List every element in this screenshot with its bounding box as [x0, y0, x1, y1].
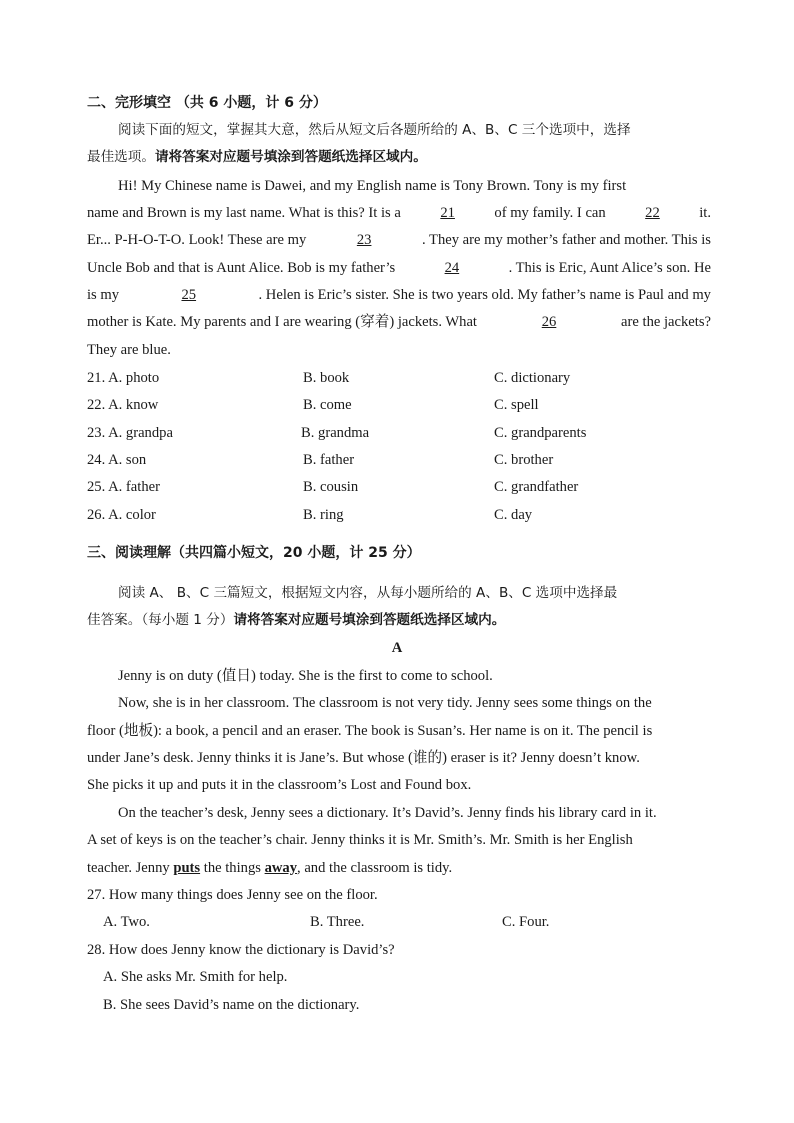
passage-line-2: [87, 204, 711, 222]
section-3-instructions-line-1: 阅读 A、 B、C 三篇短文，根据短文内容，从每小题所给的 A、B、C 选项中选择最: [118, 585, 618, 601]
blank-26: 26: [541, 314, 557, 330]
passage-a-line-2: [118, 694, 711, 712]
instruction-text: 佳答案。（每小题 1 分）: [87, 612, 234, 628]
option-21-b: B. book: [303, 370, 350, 386]
option-21-a: 21. A. photo: [87, 370, 160, 386]
section-2-instructions-line-1: 阅读下面的短文，掌握其大意，然后从短文后各题所给的 A、B、C 三个选项中，选择: [118, 122, 631, 138]
option-23-c: C. grandparents: [494, 425, 587, 441]
passage-text: name and Brown is my last name. What is this? It is a: [87, 205, 401, 221]
section-2-title: 二、完形填空 （共 6 小题，计 6 分）: [87, 95, 327, 111]
question-27: 27. How many things does Jenny see on the floor.: [87, 887, 378, 903]
passage-line-5: [87, 286, 711, 304]
passage-text: it.: [699, 205, 711, 221]
question-27-option-b: B. Three.: [310, 914, 365, 930]
blank-22: 22: [645, 205, 660, 221]
option-24-a: 24. A. son: [87, 452, 147, 468]
blank-23: 23: [356, 232, 372, 248]
option-23-b: B. grandma: [301, 425, 370, 441]
question-28-option-a: A. She asks Mr. Smith for help.: [103, 969, 288, 985]
passage-text: Uncle Bob and that is Aunt Alice. Bob is my father’s: [87, 260, 396, 276]
passage-text: are the jackets?: [621, 314, 711, 330]
passage-text: floor (地板): a book, a pencil and an eraser. The book is Susan’s. Her name is on it. The pencil is: [87, 723, 653, 739]
question-28: 28. How does Jenny know the dictionary is David’s?: [87, 942, 395, 958]
option-26-b: B. ring: [303, 507, 344, 523]
passage-text: A set of keys is on the teacher’s chair. Jenny thinks it is Mr. Smith’s. Mr. Smith is her English: [87, 832, 633, 848]
blank-24: 24: [444, 260, 460, 276]
passage-text: , and the classroom is tidy.: [297, 860, 453, 876]
question-27-option-c: C. Four.: [502, 914, 550, 930]
option-22-a: 22. A. know: [87, 397, 159, 413]
underlined-word-away: away: [264, 860, 298, 876]
passage-text: mother is Kate. My parents and I are wearing (穿着) jackets. What: [87, 314, 477, 330]
passage-text: under Jane’s desk. Jenny thinks it is Jane’s. But whose (谁的) eraser is it? Jenny doesn’t know.: [87, 750, 640, 766]
passage-a-line-8: [87, 859, 452, 877]
passage-a-line-5: She picks it up and puts it in the classroom’s Lost and Found box.: [87, 777, 472, 793]
option-22-b: B. come: [303, 397, 352, 413]
instruction-text: 最佳选项。: [87, 149, 155, 165]
passage-line-3: [87, 231, 711, 249]
passage-text: Now, she is in her classroom. The classroom is not very tidy. Jenny sees some things on the: [118, 695, 652, 711]
option-26-a: 26. A. color: [87, 507, 156, 523]
passage-line-7: They are blue.: [87, 342, 171, 358]
section-3-title: 三、阅读理解（共四篇小短文，20 小题，计 25 分）: [87, 545, 421, 561]
option-25-a: 25. A. father: [87, 479, 160, 495]
option-26-c: C. day: [494, 507, 533, 523]
option-21-c: C. dictionary: [494, 370, 571, 386]
passage-a-line-6: [118, 804, 711, 822]
passage-a-line-1: Jenny is on duty (值日) today. She is the first to come to school.: [118, 668, 493, 684]
passage-a-line-7: [87, 831, 711, 849]
section-2-instructions-line-2: [87, 148, 427, 166]
question-27-option-a: A. Two.: [103, 914, 150, 930]
passage-line-1: [118, 177, 711, 195]
passage-text: On the teacher’s desk, Jenny sees a dictionary. It’s David’s. Jenny finds his library card in it.: [118, 805, 657, 821]
passage-text: Hi! My Chinese name is Dawei, and my English name is Tony Brown. Tony is my first: [118, 178, 627, 194]
answer-sheet-note: 请将答案对应题号填涂到答题纸选择区域内。: [154, 149, 427, 165]
passage-text: . They are my mother’s father and mother. This is: [422, 232, 711, 248]
passage-text: the things: [203, 860, 261, 876]
passage-line-6: [87, 313, 711, 331]
option-25-b: B. cousin: [303, 479, 359, 495]
passage-label-a: A: [391, 640, 403, 656]
option-25-c: C. grandfather: [494, 479, 579, 495]
passage-text: . Helen is Eric’s sister. She is two years old. My father’s name is Paul and my: [258, 287, 711, 303]
passage-text: is my: [87, 287, 120, 303]
blank-21: 21: [440, 205, 455, 221]
option-24-b: B. father: [303, 452, 355, 468]
passage-line-4: [87, 259, 711, 277]
passage-text: . This is Eric, Aunt Alice’s son. He: [508, 260, 711, 276]
passage-text: Er... P-H-O-T-O. Look! These are my: [87, 232, 307, 248]
option-24-c: C. brother: [494, 452, 554, 468]
answer-sheet-note: 请将答案对应题号填涂到答题纸选择区域内。: [233, 612, 506, 628]
underlined-word-puts: puts: [173, 860, 201, 876]
passage-a-line-3: [87, 722, 711, 740]
question-28-option-b: B. She sees David’s name on the dictionary.: [103, 997, 360, 1013]
section-3-instructions-line-2: [87, 611, 505, 629]
passage-text: of my family. I can: [494, 205, 606, 221]
passage-text: teacher. Jenny: [87, 860, 170, 876]
option-22-c: C. spell: [494, 397, 539, 413]
option-23-a: 23. A. grandpa: [87, 425, 173, 441]
blank-25: 25: [181, 287, 197, 303]
passage-a-line-4: [87, 749, 711, 767]
